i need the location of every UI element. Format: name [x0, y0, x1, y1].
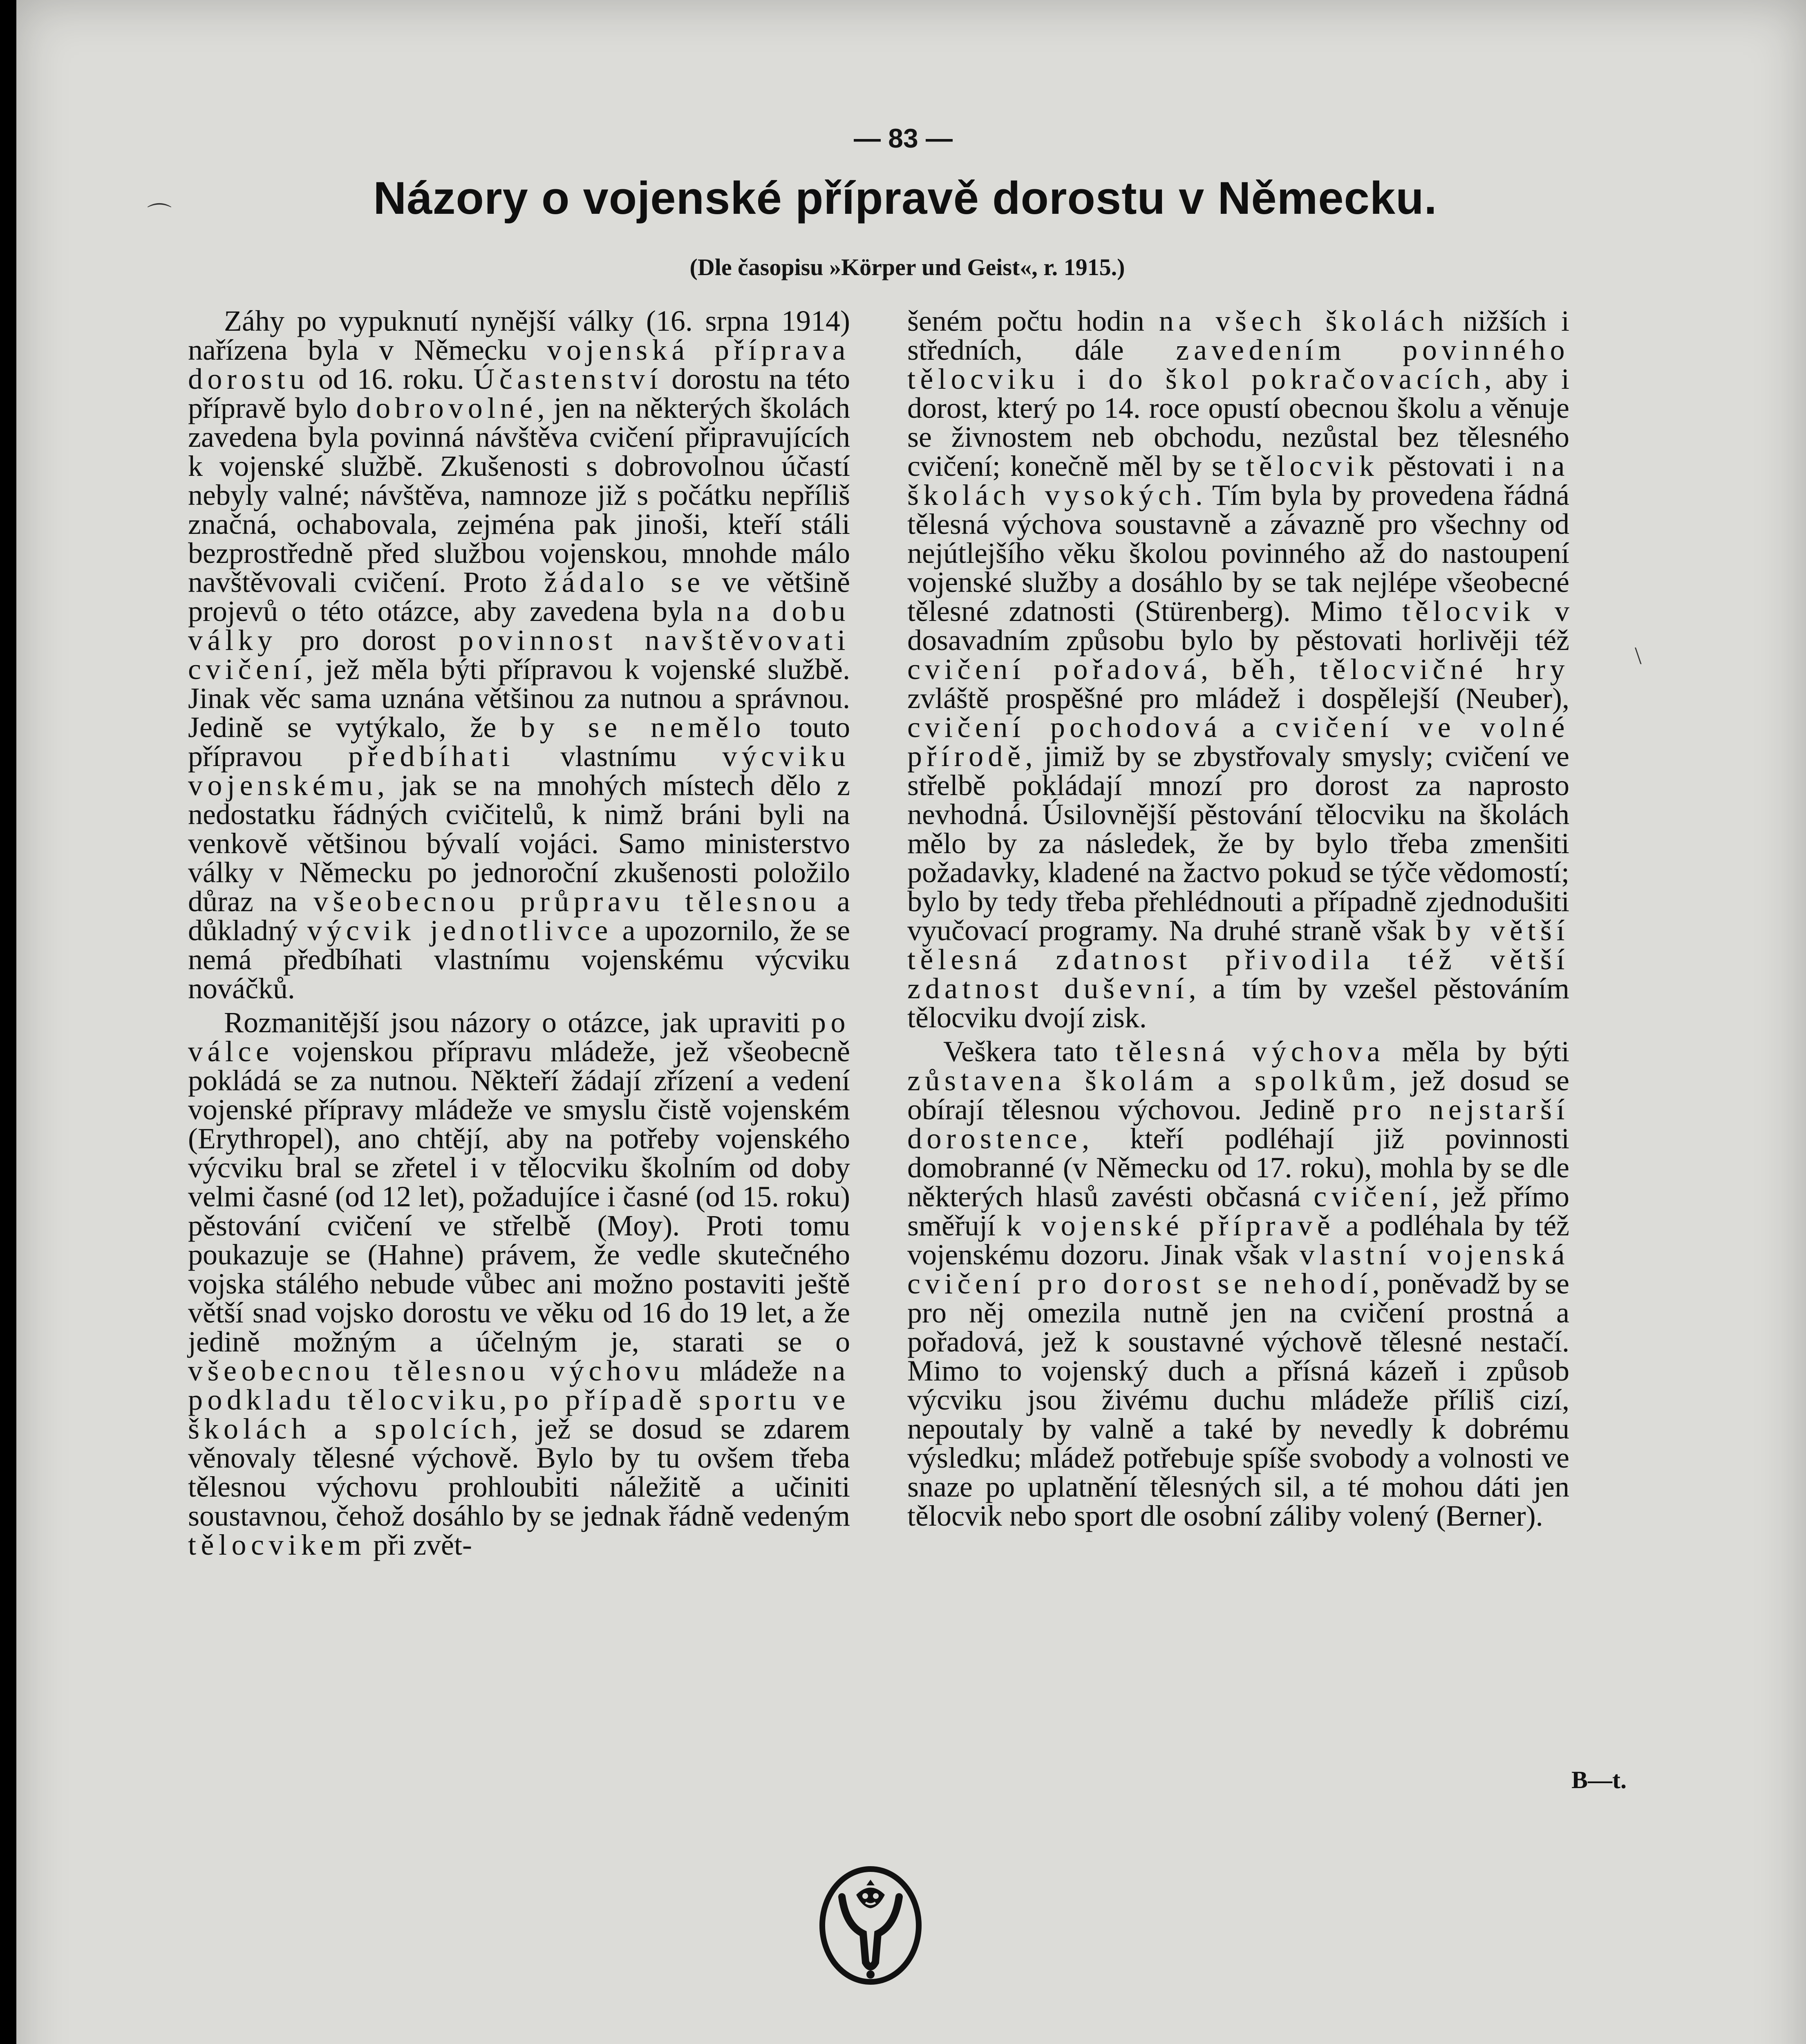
paragraph: šeném počtu hodin na všech školách nižších i středních, dále zavedením povinného tělocviku i do škol pokračovacích, aby i dorost, který po 14. roce opustí obecnou školu a věnuje se živnostem neb obchodu, nezůstal bez tělesného cvičení; konečně měl by se tělocvik pěstovati i na školách vysokých. Tím byla by provedena řádná tělesná výchova soustavně a závazně pro všechny od nejútlejšího věku školou povinného až do nastoupení vojenské služby a dosáhlo by se tak nejlépe všeobecné tělesné zdatnosti (Stürenberg). Mimo tělocvik v dosavadním způsobu bylo by pěstovati horlivěji též cvičení pořadová, běh, tělocvičné hry zvláště prospěšné pro mládež i dospělejší (Neuber), cvičení pochodová a cvičení ve volné přírodě, jimiž by se zbystřovaly smysly; cvičení ve střelbě pokládají mnozí pro dorost za naprosto nevhodná. Úsilovnější pěstování tělocviku na školách mělo by za následek, že by bylo třeba zmenšiti požadavky, kladené na žactvo pokud se týče vědomostí; bylo by tedy třeba přehlédnouti a případně zjednodušiti vyučovací programy. Na druhé straně však by větší tělesná zdatnost přivodila též větší zdatnost duševní, a tím by vzešel pěstováním tělocviku dvojí zisk. — [907, 305, 1570, 1034]
document-page — [16, 0, 1806, 2044]
page-number: — 83 — — [853, 123, 953, 153]
ornament-icon — [817, 1864, 924, 1988]
paragraph: Veškera tato tělesná výchova měla by býti zůstavena školám a spolkům, jež dosud se obírají tělesnou výchovou. Jedině pro nejstarší dorostence, kteří podléhají již povinnosti domobranné (v Německu od 17. roku), mohla by se dle některých hlasů zavésti občasná cvičení, jež přímo směřují k vojenské přípravě a podléhala by též vojenskému dozoru. Jinak však vlastní vojenská cvičení pro dorost se nehodí, poněvadž by se pro něj omezila nutně jen na cvičení prostná a pořadová, jež k soustavné výchově tělesné nestačí. Mimo to vojenský duch a přísná kázeň i způsob výcviku jsou živému duchu mládeže příliš cizí, nepoutaly by valně a také by nevedly k dobrému výsledku; mládež potřebuje spíše svobody a volnosti ve snaze po uplatnění tělesných sil, a té mohou dáti jen tělocvik nebo sport dle osobní záliby volený (Berner). — [907, 1035, 1570, 1532]
author-signature: B—t. — [1571, 1766, 1627, 1793]
paragraph: Záhy po vypuknutí nynější války (16. srpna 1914) nařízena byla v Německu vojenská příprava dorostu od 16. roku. Účastenství dorostu na této přípravě bylo dobrovolné, jen na některých školách zavedena byla povinná návštěva cvičení připravujících k vojenské službě. Zkušenosti s dobrovolnou účastí nebyly valné; návštěva, namnoze již s počátku nepříliš značná, ochabovala, zejména pak jinoši, kteří stáli bezprostředně před službou vojenskou, mnohde málo navštěvovali cvičení. Proto žádalo se ve většině projevů o této otázce, aby zavedena byla na dobu války pro dorost povinnost navštěvovati cvičení, jež měla býti přípravou k vojenské službě. Jinak věc sama uznána většinou za nutnou a správnou. Jedině se vytýkalo, že by se nemělo touto přípravou předbíhati vlastnímu výcviku vojenskému, jak se na mnohých místech dělo z nedostatku řádných cvičitelů, k nimž bráni byli na venkově většinou bývalí vojáci. Samo ministerstvo války v Německu po jednoroční zkušenosti položilo důraz na všeobecnou průpravu tělesnou a důkladný výcvik jednotlivce a upozornilo, že se nemá předbíhati vlastnímu vojenskému výcviku nováčků. — [188, 305, 850, 1005]
scan-frame-edge — [0, 0, 16, 2044]
left-column — [188, 307, 850, 1564]
scan-blemish: \ — [1635, 642, 1642, 669]
paragraph: Rozmanitější jsou názory o otázce, jak upraviti po válce vojenskou přípravu mládeže, jež všeobecně pokládá se za nutnou. Někteří žádají zřízení a vedení vojenské přípravy mládeže ve smyslu čistě vojenském (Erythropel), ano chtějí, aby na potřeby vojenského výcviku bral se zřetel i v tělocviku školním od doby velmi časné (od 12 let), požadujíce i časné (od 15. roku) pěstování cvičení ve střelbě (Moy). Proti tomu poukazuje se (Hahne) právem, že vedle skutečného vojska stálého nebude vůbec ani možno postaviti ještě větší snad vojsko dorostu ve věku od 16 do 19 let, a že jedině možným a účelným je, starati se o všeobecnou tělesnou výchovu mládeže na podkladu tělocviku, po případě sportu ve školách a spolcích, jež se dosud se zdarem věnovaly tělesné výchově. Bylo by tu ovšem třeba tělesnou výchovu prohloubiti náležitě a učiniti soustavnou, čehož dosáhlo by se jednak řádně vedeným tělocvikem při zvět- — [188, 1006, 850, 1561]
article-source: (Dle časopisu »Körper und Geist«, r. 1915.) — [689, 254, 1125, 280]
scan-blemish: ⌒ — [147, 202, 172, 229]
article-title: Názory o vojenské přípravě dorostu v Německu. — [373, 173, 1437, 224]
right-column — [907, 307, 1569, 1535]
